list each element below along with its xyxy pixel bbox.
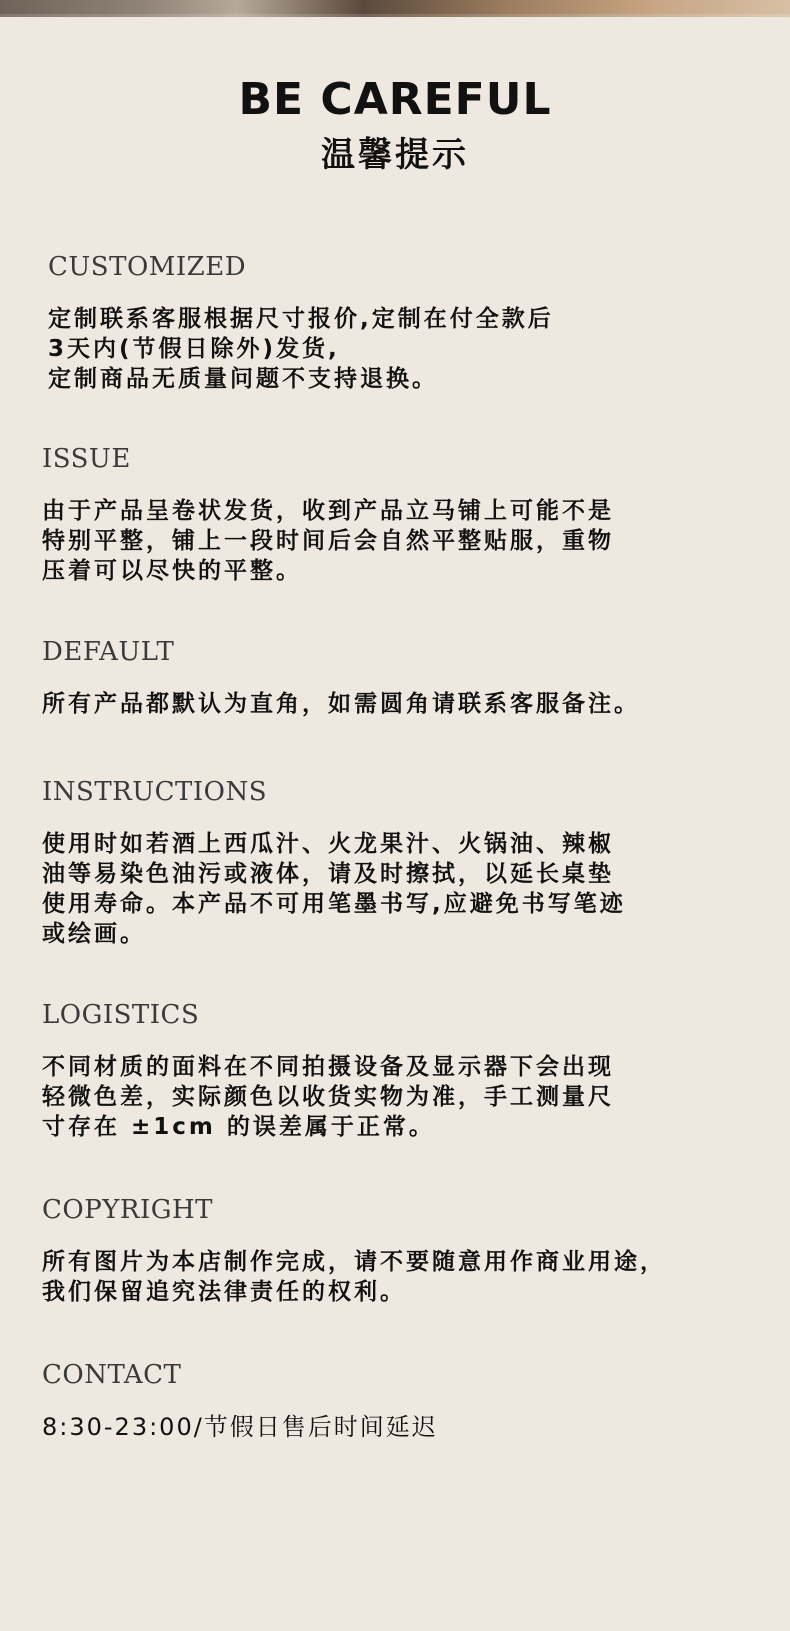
section-heading-instructions: INSTRUCTIONS — [42, 777, 268, 807]
section-heading-contact: CONTACT — [42, 1360, 182, 1390]
section-issue — [42, 442, 782, 586]
section-default — [42, 635, 782, 719]
section-heading-copyright: COPYRIGHT — [42, 1195, 213, 1225]
section-contact — [42, 1358, 782, 1442]
section-customized — [48, 250, 788, 394]
title-chinese: 温馨提示 — [321, 135, 469, 175]
section-body-default: 所有产品都默认为直角，如需圆角请联系客服备注。 — [42, 691, 640, 717]
section-body-issue: 由于产品呈卷状发货，收到产品立马铺上可能不是 特别平整，铺上一段时间后会自然平整贴服，重物 压着可以尽快的平整。 — [42, 498, 614, 584]
notice-header — [0, 70, 790, 180]
section-heading-issue: ISSUE — [42, 444, 131, 474]
section-logistics — [42, 998, 782, 1142]
section-heading-default: DEFAULT — [42, 637, 175, 667]
section-body-instructions: 使用时如若酒上西瓜汁、火龙果汁、火锅油、辣椒 油等易染色油污或液体，请及时擦拭，以延长桌垫 使用寿命。本产品不可用笔墨书写,应避免书写笔迹 或绘画。 — [42, 831, 626, 947]
section-body-customized: 定制联系客服根据尺寸报价,定制在付全款后 3天内(节假日除外)发货, 定制商品无质量问题不支持退换。 — [48, 306, 554, 392]
section-copyright — [42, 1193, 782, 1307]
section-instructions — [42, 775, 782, 949]
top-photo-strip — [0, 0, 790, 17]
section-heading-logistics: LOGISTICS — [42, 1000, 200, 1030]
title-english: BE CAREFUL — [238, 74, 552, 125]
section-heading-customized: CUSTOMIZED — [48, 252, 247, 282]
section-body-logistics: 不同材质的面料在不同拍摄设备及显示器下会出现 轻微色差，实际颜色以收货实物为准，手工测量尺 寸存在 ±1cm 的误差属于正常。 — [42, 1054, 614, 1140]
section-body-contact: 8:30-23:00/节假日售后时间延迟 — [42, 1413, 438, 1441]
section-body-copyright: 所有图片为本店制作完成，请不要随意用作商业用途， 我们保留追究法律责任的权利。 — [42, 1249, 666, 1305]
